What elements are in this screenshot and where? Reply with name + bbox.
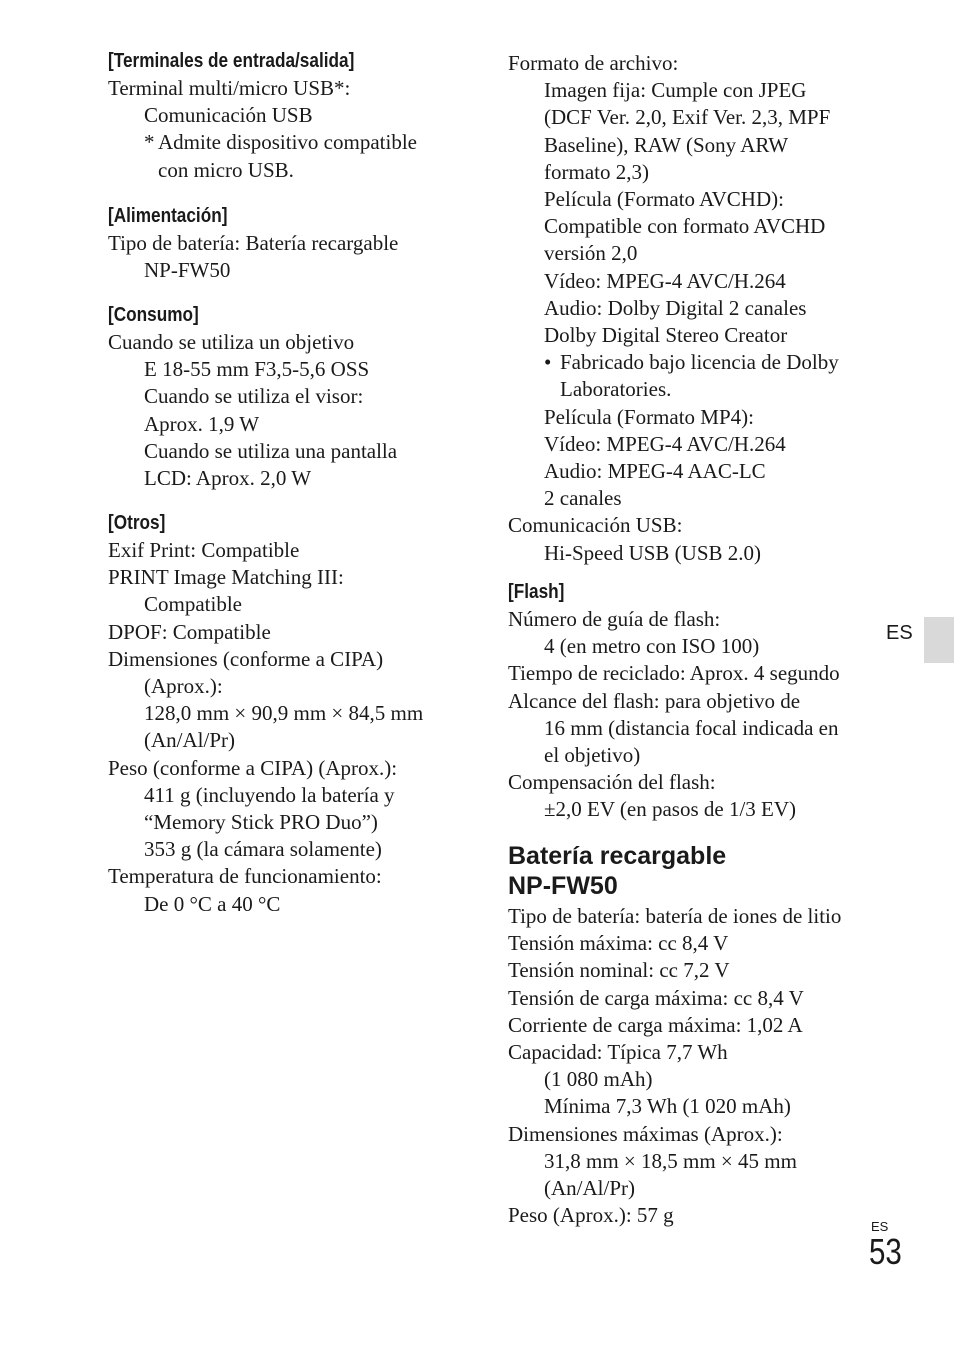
spec-line: Corriente de carga máxima: 1,02 A	[508, 1012, 803, 1037]
spec-line: Mínima 7,3 Wh (1 020 mAh)	[544, 1094, 791, 1119]
spec-line: Comunicación USB	[144, 103, 313, 128]
spec-line: Alcance del flash: para objetivo de	[508, 688, 801, 713]
spec-line: “Memory Stick PRO Duo”)	[144, 810, 378, 835]
spec-line: Baseline), RAW (Sony ARW	[544, 132, 789, 157]
spec-line: Tipo de batería: batería de iones de litio	[508, 904, 842, 928]
footnote-text: Admite dispositivo compatible	[158, 130, 417, 155]
spec-line: Capacidad: Típica 7,7 Wh	[508, 1040, 728, 1065]
language-side-tab	[924, 617, 954, 663]
spec-line: con micro USB.	[158, 157, 294, 182]
bullet-icon: •	[544, 350, 552, 375]
section-heading: [Flash]	[508, 581, 565, 603]
spec-line: LCD: Aprox. 2,0 W	[144, 466, 312, 491]
spec-line: Película (Formato MP4):	[544, 404, 754, 429]
spec-line: DPOF: Compatible	[108, 619, 271, 644]
spec-line: (DCF Ver. 2,0, Exif Ver. 2,3, MPF	[544, 105, 831, 130]
spec-line: Película (Formato AVCHD):	[544, 187, 784, 212]
section-otros	[108, 510, 468, 918]
spec-line: (An/Al/Pr)	[144, 728, 235, 753]
bullet-line	[508, 349, 888, 376]
section-heading: [Alimentación]	[108, 205, 228, 227]
spec-line: E 18-55 mm F3,5-5,6 OSS	[144, 357, 370, 382]
spec-line: Tensión máxima: cc 8,4 V	[508, 931, 729, 956]
spec-line: Peso (Aprox.): 57 g	[508, 1203, 674, 1228]
page-number-language: ES	[871, 1219, 889, 1234]
spec-line: Compatible con formato AVCHD	[544, 214, 826, 239]
section-heading: [Consumo]	[108, 304, 199, 326]
spec-line: Terminal multi/micro USB*:	[108, 76, 351, 100]
section-terminales	[108, 48, 468, 184]
spec-line: Aprox. 1,9 W	[144, 411, 260, 436]
spec-line: Audio: Dolby Digital 2 canales	[544, 295, 807, 320]
section-heading: [Terminales de entrada/salida]	[108, 50, 355, 72]
spec-line: Tensión nominal: cc 7,2 V	[508, 958, 730, 983]
spec-line: PRINT Image Matching III:	[108, 565, 344, 590]
language-tab-label: ES	[886, 622, 913, 644]
spec-line: Hi-Speed USB (USB 2.0)	[544, 540, 762, 565]
spec-line: Temperatura de funcionamiento:	[108, 864, 382, 889]
section-bateria	[508, 841, 888, 1229]
spec-line: Audio: MPEG-4 AAC-LC	[544, 459, 766, 484]
spec-line: Tensión de carga máxima: cc 8,4 V	[508, 985, 804, 1010]
spec-line: 31,8 mm × 18,5 mm × 45 mm	[544, 1148, 797, 1173]
spec-line: Exif Print: Compatible	[108, 538, 300, 562]
spec-line: Dimensiones máximas (Aprox.):	[508, 1121, 783, 1146]
page-number: 53	[869, 1231, 902, 1272]
section-formato	[508, 50, 888, 567]
section-alimentacion	[108, 203, 468, 284]
battery-model-heading: NP-FW50	[508, 872, 618, 900]
spec-line: Dolby Digital Stereo Creator	[544, 323, 788, 348]
spec-line: 411 g (incluyendo la batería y	[144, 782, 395, 807]
spec-line: Número de guía de flash:	[508, 607, 721, 631]
spec-line: Vídeo: MPEG-4 AVC/H.264	[544, 268, 786, 293]
spec-line: Formato de archivo:	[508, 51, 679, 75]
bullet-text: Fabricado bajo licencia de Dolby	[560, 350, 839, 375]
spec-line: Imagen fija: Cumple con JPEG	[544, 78, 807, 103]
spec-line: 353 g (la cámara solamente)	[144, 837, 382, 862]
spec-line: versión 2,0	[544, 241, 638, 266]
spec-line: Peso (conforme a CIPA) (Aprox.):	[108, 755, 398, 780]
spec-line: formato 2,3)	[544, 159, 649, 184]
spec-line: Laboratories.	[560, 377, 672, 402]
spec-line: Tipo de batería: Batería recargable	[108, 231, 399, 255]
spec-line: (1 080 mAh)	[544, 1067, 653, 1092]
spec-line: Cuando se utiliza una pantalla	[144, 438, 398, 463]
spec-line: Cuando se utiliza un objetivo	[108, 330, 355, 354]
spec-line: Dimensiones (conforme a CIPA)	[108, 646, 384, 671]
spec-line: Vídeo: MPEG-4 AVC/H.264	[544, 431, 786, 456]
section-heading: [Otros]	[108, 512, 166, 534]
section-consumo	[108, 302, 468, 492]
asterisk-mark: *	[144, 130, 155, 155]
footnote-line	[108, 129, 468, 156]
spec-line: el objetivo)	[544, 743, 641, 768]
spec-line: Compensación del flash:	[508, 770, 716, 795]
battery-heading: Batería recargable	[508, 842, 727, 870]
spec-line: NP-FW50	[144, 258, 231, 283]
spec-line: Comunicación USB:	[508, 513, 683, 538]
spec-line: 4 (en metro con ISO 100)	[544, 634, 760, 659]
spec-line: 16 mm (distancia focal indicada en	[544, 715, 839, 740]
spec-line: Cuando se utiliza el visor:	[144, 384, 364, 409]
spec-line: Tiempo de reciclado: Aprox. 4 segundo	[508, 661, 840, 686]
spec-line: De 0 °C a 40 °C	[144, 891, 281, 916]
spec-line: 128,0 mm × 90,9 mm × 84,5 mm	[144, 701, 424, 726]
section-flash	[508, 579, 888, 824]
spec-line: (Aprox.):	[144, 674, 223, 699]
spec-line: 2 canales	[544, 486, 622, 511]
spec-line: ±2,0 EV (en pasos de 1/3 EV)	[544, 797, 797, 822]
spec-line: Compatible	[144, 592, 242, 617]
spec-line: (An/Al/Pr)	[544, 1176, 635, 1201]
